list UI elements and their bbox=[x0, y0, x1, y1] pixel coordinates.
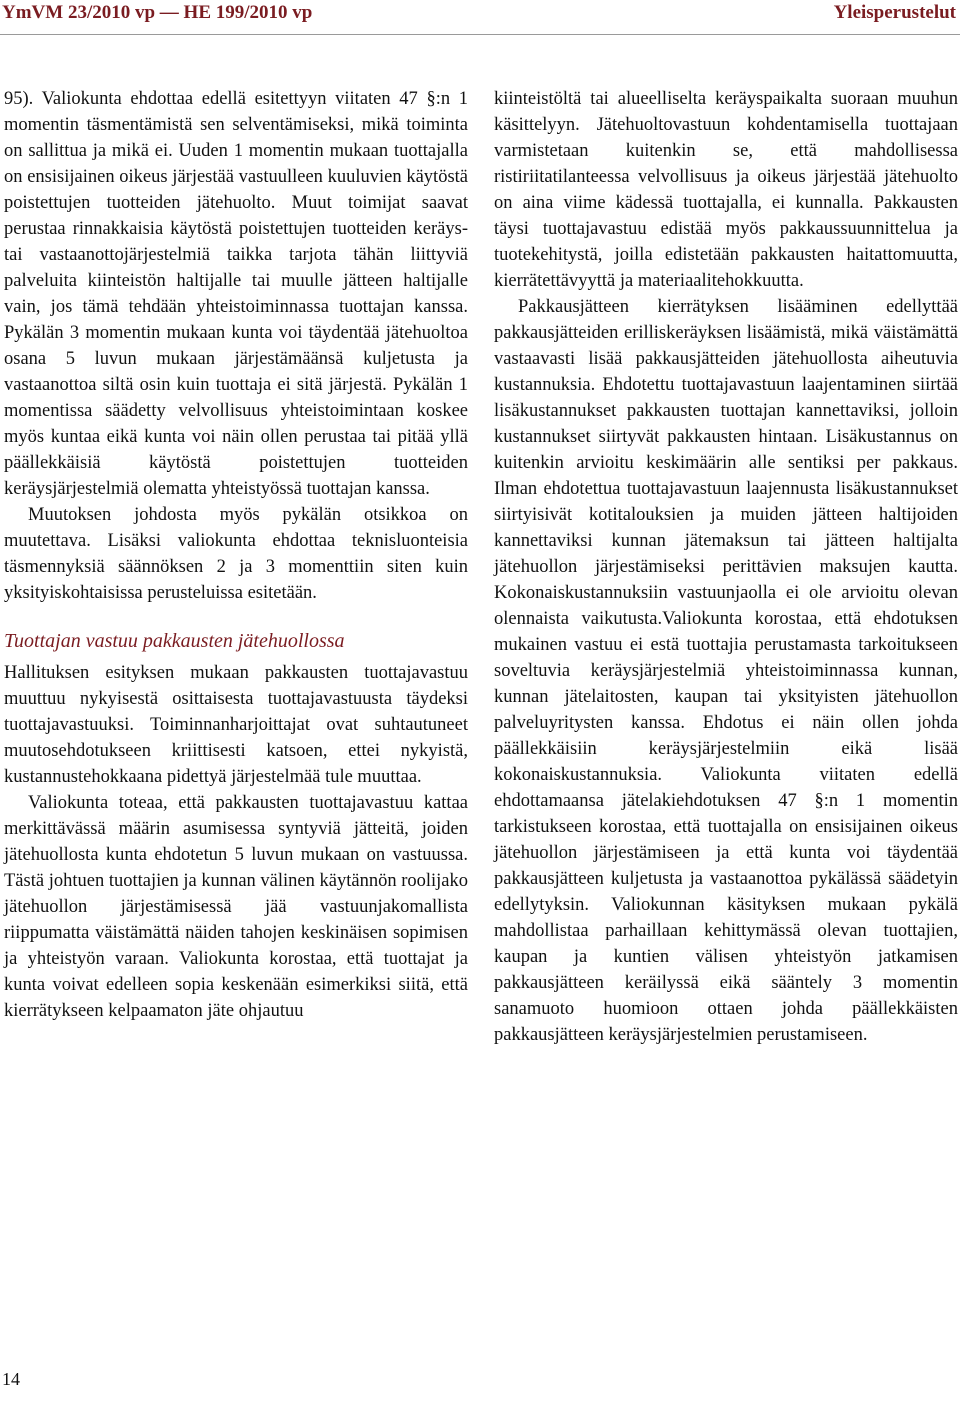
paragraph: kiinteistöltä tai alueelliselta keräyspaikalta suoraan muuhun käsittelyyn. Jätehuoltovastuun kohdentamisella tuottajaan varmistetaan kuitenkin se, että mahdollisessa ristiriitatilanteessa velvollisuus ja oikeus järjestää jätehuolto on aina viime kädessä tuottajalla, ei kunnalla. Pakkausten täysi tuottajavastuu edistää myös pakkaussuunnittelua ja tuotekehitystä, joilla edistetään pakkausten haitattomuutta, kierrätettävyyttä ja materiaalitehokkuutta. bbox=[494, 89, 958, 291]
paragraph: Pakkausjätteen kierrätyksen lisääminen edellyttää pakkausjätteiden erilliskeräyksen lisäämistä, mikä väistämättä vastaavasti lisää pakkausjätteiden jätehuollosta aiheutuvia kustannuksia. Ehdotettu tuottajavastuun laajentaminen siirtää lisäkustannukset pakkausten tuottajan kannettaviksi, jolloin kustannukset siirtyvät pakkausten hintaan. Lisäkustannus on kuitenkin arvioitu keskimäärin alle sentiksi per pakkaus. Ilman ehdotettua tuottajavastuun laajennusta lisäkustannukset siirtyisivät kotitalouksien ja muiden jätteen haltijoiden kannettaviksi kunnan jätemaksun tai jätteen haltijalta jätehuollon järjestämiseksi perittävien maksujen kautta. Kokonaiskustannuksiin vastuunjaolla ei ole arvioitu olevan olennaista vaikutusta.Valiokunta korostaa, että ehdotuksen mukainen vastuu ei estä tuottajia perustamasta tarkoitukseen soveltuvia keräysjärjestelmiä yhteistoiminnassa kunnan, kunnan jätelaitosten, kaupan tai yksityisten jätehuollon palveluyritysten kanssa. Ehdotus ei näin ollen johda päällekkäisiin keräysjärjestelmiin eikä lisää kokonaiskustannuksia. Valiokunta viitaten edellä ehdottamaansa jätelakiehdotuksen 47 §:n 1 momentin tarkistukseen korostaa, että tuottajalla on ensisijainen oikeus jätehuollon järjestämiseen ja että kunta voi täydentää pakkausjätteen kuljetusta ja vastaanottoa pykälässä säädetyin edellytyksin. Valiokunnan käsityksen mukaan pykälä mahdollistaa parhaillaan kehittymässä olevan tuottajien, kaupan ja kuntien välisen yhteistyön jatkamisen pakkausjätteen keräilyssä eikä sääntely 3 momentin sanamuoto huomioon ottaen johda päällekkäisten pakkausjätteen keräysjärjestelmien perustamiseen. bbox=[494, 297, 958, 1045]
paragraph: Valiokunta toteaa, että pakkausten tuottajavastuu kattaa merkittävässä määrin asumisessa syntyviä jätteitä, joiden jätehuollosta kunta ehdotetun 5 luvun mukaan on vastuussa. Tästä johtuen tuottajien ja kunnan välinen käytännön roolijako jätehuollon järjestämisessä jää vastuunjakomallista riippumatta väistämättä näiden tahojen keskinäisen sopimisen ja yhteistyön varaan. Valiokunta korostaa, että tuottajat ja kunta voivat edelleen sopia keskenään esimerkiksi siitä, että kierrätykseen kelpaamaton jäte ohjautuu bbox=[4, 793, 468, 1021]
paragraph: Muutoksen johdosta myös pykälän otsikkoa on muutettava. Lisäksi valiokunta ehdottaa teknisluonteisia täsmennyksiä säännöksen 2 ja 3 momenttiin siten kuin yksityiskohtaisissa perusteluissa esitetään. bbox=[4, 505, 468, 603]
left-column bbox=[4, 86, 468, 1024]
section-title: Yleisperustelut bbox=[833, 2, 956, 23]
section-heading: Tuottajan vastuu pakkausten jätehuollossa bbox=[4, 630, 345, 652]
document-reference: YmVM 23/2010 vp — HE 199/2010 vp bbox=[2, 2, 313, 23]
right-column bbox=[494, 86, 958, 1048]
page-number: 14 bbox=[2, 1369, 20, 1389]
paragraph: Hallituksen esityksen mukaan pakkausten tuottajavastuu muuttuu nykyisestä osittaisesta tuottajavastuusta täydeksi tuottajavastuuksi. Toiminnanharjoittajat ovat suhtautuneet muutosehdotukseen kriittisesti katsoen, ettei nykyistä, kustannustehokkaana pidettyä järjestelmää tule muuttaa. bbox=[4, 663, 468, 787]
running-header bbox=[0, 0, 960, 35]
paragraph: 95). Valiokunta ehdottaa edellä esitettyyn viitaten 47 §:n 1 momentin täsmentämistä sen selventämiseksi, mikä toiminta on sallittua ja mikä ei. Uuden 1 momentin mukaan tuottajalla on ensisijainen oikeus järjestää vastuulleen kuuluvien käytöstä poistettujen tuotteiden jätehuolto. Muut toimijat saavat perustaa rinnakkaisia käytöstä poistettujen tuotteiden keräys- tai vastaanottojärjestelmiä taikka tarjota tähän liittyviä palveluita kiinteistön haltijalle tai muulle jätteen haltijalle vain, jos tämä tehdään yhteistoiminnassa tuottajan kanssa. Pykälän 3 momentin mukaan kunta voi täydentää jätehuoltoa osana 5 luvun mukaan järjestämäänsä kuljetusta ja vastaanottoa siltä osin kuin tuottaja ei sitä järjestä. Pykälän 1 momentissa säädetty velvollisuus yhteistoimintaan koskee myös kuntaa eikä kunta voi näin ollen perustaa tai pitää yllä päällekkäisiä käytöstä poistettujen tuotteiden keräysjärjestelmiä olematta yhteistyössä tuottajan kanssa. bbox=[4, 89, 468, 499]
